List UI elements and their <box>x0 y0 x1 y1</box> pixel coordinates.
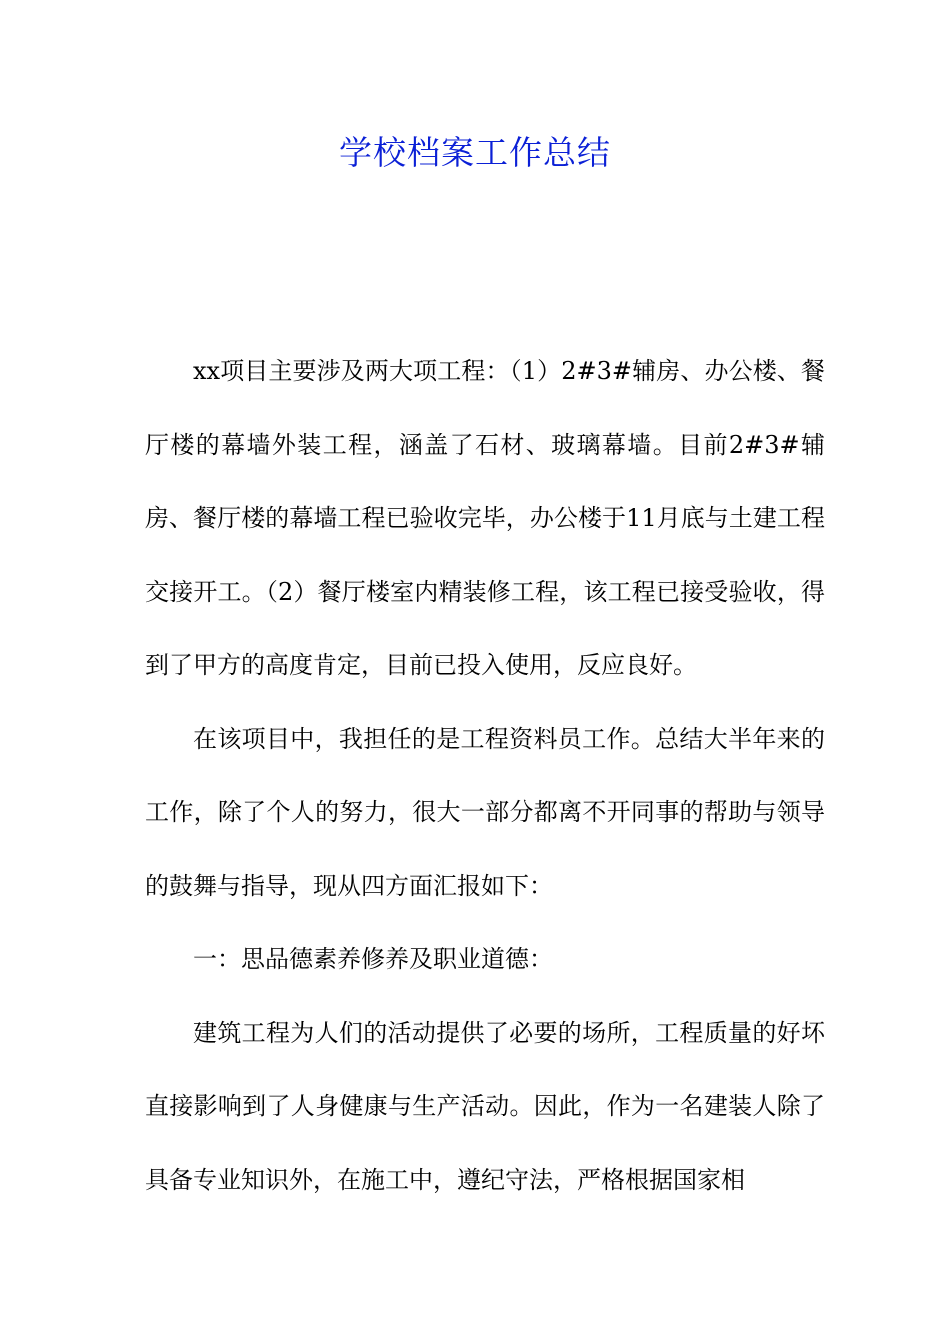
paragraph-role-summary: 在该项目中，我担任的是工程资料员工作。总结大半年来的工作，除了个人的努力，很大一部分都离不开同事的帮助与领导的鼓舞与指导，现从四方面汇报如下： <box>145 724 825 900</box>
paragraph-ethics-detail: 建筑工程为人们的活动提供了必要的场所，工程质量的好坏直接影响到了人身健康与生产活动。因此，作为一名建装人除了具备专业知识外，在施工中，遵纪守法，严格根据国家相 <box>145 1018 825 1194</box>
paragraph-project-overview: xx项目主要涉及两大项工程：（1）2#3#辅房、办公楼、餐厅楼的幕墙外装工程，涵盖了石材、玻璃幕墙。目前2#3#辅房、餐厅楼的幕墙工程已验收完毕，办公楼于11月底与土建工程交接开工。（2）餐厅楼室内精装修工程，该工程已接受验收，得到了甲方的高度肯定，目前已投入使用，反应良好。 <box>145 357 825 679</box>
document-title: 学校档案工作总结 <box>339 133 611 172</box>
document-body <box>145 335 825 1217</box>
section-heading-ethics: 一：思品德素养修养及职业道德： <box>193 945 553 973</box>
